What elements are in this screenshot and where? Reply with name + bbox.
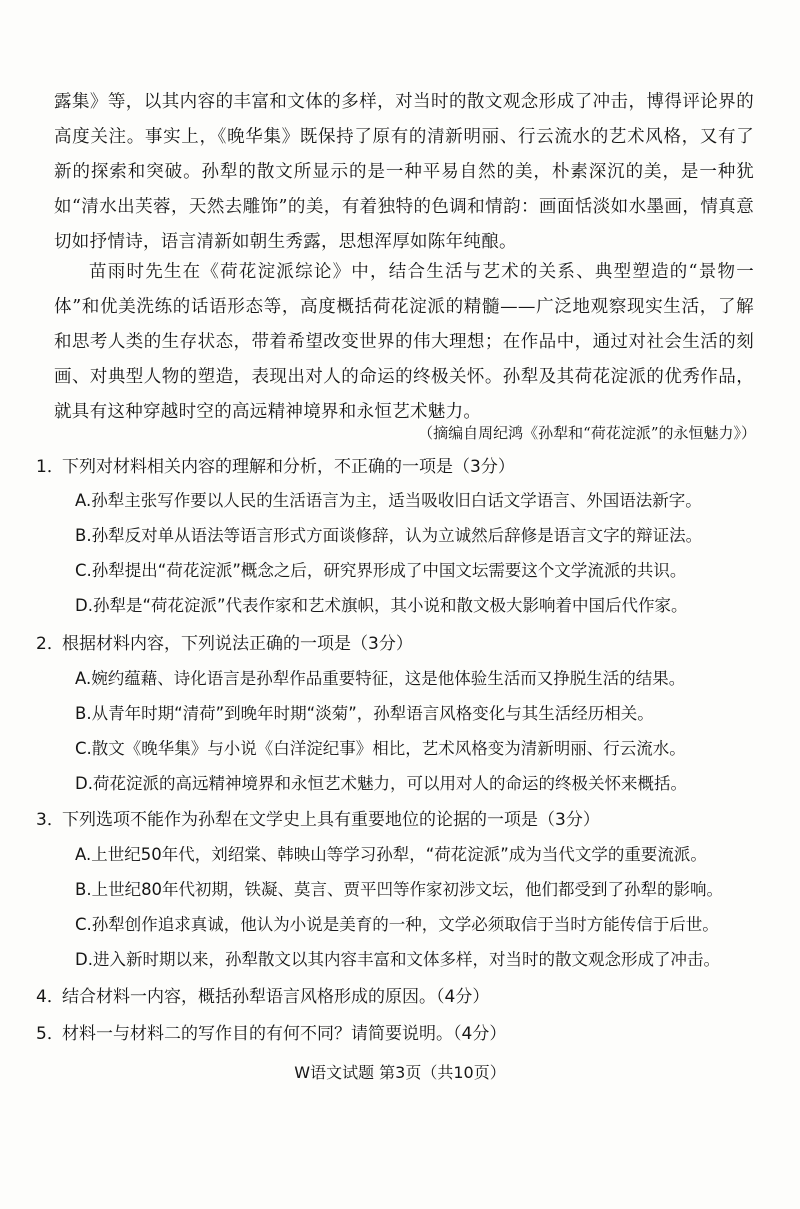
question-text: 材料一与材料二的写作目的有何不同？请简要说明。（4分） (62, 1024, 507, 1044)
passage-paragraph-1: 露集》等，以其内容的丰富和文体的多样，对当时的散文观念形成了冲击，博得评论界的高度关注。事实上，《晚华集》既保持了原有的清新明丽、行云流水的艺术风格，又有了新的探索和突破。孙犁的散文所显示的是一种平易自然的美，朴素深沉的美，是一种犹如“清水出芙蓉，天然去雕饰”的美，有着独特的色调和情韵：画面恬淡如水墨画，情真意切如抒情诗，语言清新如朝生秀露，思想浑厚如陈年纯酿。 (54, 92, 754, 252)
page-footer: W语文试题 第3页（共10页） (294, 1063, 506, 1082)
option-a: A.上世纪50年代，刘绍棠、韩映山等学习孙犁，“荷花淀派”成为当代文学的重要流派。 (75, 845, 707, 864)
option-b: B.上世纪80年代初期，铁凝、莫言、贾平凹等作家初涉文坛，他们都受到了孙犁的影响。 (75, 880, 724, 899)
option-a: A.孙犁主张写作要以人民的生活语言为主，适当吸收旧白话文学语言、外国语法新字。 (75, 491, 702, 510)
option-b: B.从青年时期“清荷”到晚年时期“淡菊”，孙犁语言风格变化与其生活经历相关。 (75, 704, 654, 723)
question-5 (36, 1022, 756, 1046)
question-3 (36, 808, 756, 983)
option-b: B.孙犁反对单从语法等语言形式方面谈修辞，认为立诚然后辞修是语言文字的辩证法。 (75, 526, 703, 545)
question-stem (36, 1022, 756, 1046)
question-number: 5． (36, 1024, 64, 1044)
option-d: D.进入新时期以来，孙犁散文以其内容丰富和文体多样，对当时的散文观念形成了冲击。 (75, 950, 720, 969)
question-stem (36, 985, 756, 1009)
option-c: C.散文《晚华集》与小说《白洋淀纪事》相比，艺术风格变为清新明丽、行云流水。 (75, 739, 686, 758)
passage-source-citation: （摘编自周纪鸿《孙犁和“荷花淀派”的永恒魅力》） (418, 424, 756, 442)
question-text: 下列对材料相关内容的理解和分析，不正确的一项是（3分） (62, 457, 515, 477)
option-d: D.孙犁是“荷花淀派”代表作家和艺术旗帜，其小说和散文极大影响着中国后代作家。 (75, 596, 688, 615)
question-4 (36, 985, 756, 1009)
option-d: D.荷花淀派的高远精神境界和永恒艺术魅力，可以用对人的命运的终极关怀来概括。 (75, 774, 687, 793)
question-text: 下列选项不能作为孙犁在文学史上具有重要地位的论据的一项是（3分） (62, 810, 600, 830)
question-stem (36, 808, 756, 832)
question-stem (36, 632, 756, 656)
question-text: 结合材料一内容，概括孙犁语言风格形成的原因。（4分） (62, 987, 490, 1007)
question-number: 3． (36, 810, 64, 830)
option-c: C.孙犁提出“荷花淀派”概念之后，研究界形成了中国文坛需要这个文学流派的共识。 (75, 561, 687, 580)
question-2 (36, 632, 756, 807)
question-number: 2． (36, 634, 64, 654)
question-text: 根据材料内容，下列说法正确的一项是（3分） (62, 634, 413, 654)
option-c: C.孙犁创作追求真诚，他认为小说是美育的一种，文学必须取信于当时方能传信于后世。 (75, 915, 719, 934)
passage-paragraph-2: 苗雨时先生在《荷花淀派综论》中，结合生活与艺术的关系、典型塑造的“景物一体”和优美洗练的话语形态等，高度概括荷花淀派的精髓——广泛地观察现实生活，了解和思考人类的生存状态，带着希望改变世界的伟大理想；在作品中，通过对社会生活的刻画、对典型人物的塑造，表现出对人的命运的终极关怀。孙犁及其荷花淀派的优秀作品，就具有这种穿越时空的高远精神境界和永恒艺术魅力。 (54, 262, 754, 422)
question-number: 4． (36, 987, 64, 1007)
question-stem (36, 455, 756, 479)
question-number: 1． (36, 457, 64, 477)
option-a: A.婉约蕴藉、诗化语言是孙犁作品重要特征，这是他体验生活而又挣脱生活的结果。 (75, 669, 686, 688)
question-1 (36, 455, 756, 629)
